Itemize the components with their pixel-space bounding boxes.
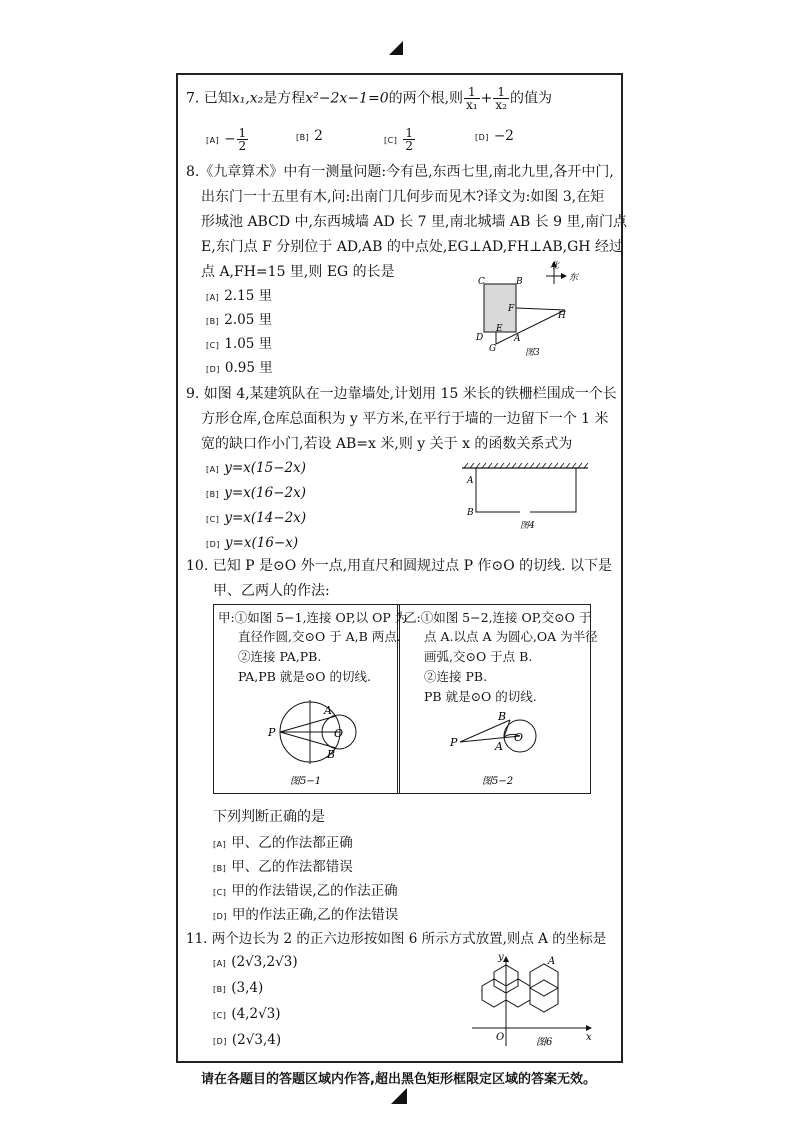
label-o: O bbox=[496, 1032, 505, 1043]
method-jia-line-2: 直径作圆,交⊙O 于 A,B 两点. bbox=[238, 629, 401, 644]
q7-option-c[interactable]: [C] $\frac{1}{2}$ bbox=[384, 126, 413, 153]
figure-3 bbox=[470, 258, 590, 360]
label-north: 北 bbox=[550, 261, 560, 271]
label-a: A bbox=[324, 704, 332, 717]
figure-5-1-caption: 图5−1 bbox=[290, 776, 322, 787]
q11-option-d[interactable]: [D] (2√3,4) bbox=[213, 1032, 282, 1048]
q7-option-a[interactable]: [A] − $\frac{1}{2}$ bbox=[206, 126, 247, 153]
label-f: F bbox=[508, 304, 515, 314]
q7-fraction-1: $\frac{1}{\text{x₁}}$ bbox=[466, 85, 478, 112]
label-a: A bbox=[467, 476, 474, 486]
label-a: A bbox=[514, 334, 521, 344]
x-axis-arrow bbox=[586, 1025, 592, 1031]
label-o: O bbox=[514, 731, 524, 744]
label-c: C bbox=[478, 277, 485, 287]
label-o: O bbox=[334, 727, 344, 740]
label-p: P bbox=[268, 726, 276, 739]
q8-line-1: 8.《九章算术》中有一测量问题:今有邑,东西七里,南北九里,各开中门, bbox=[186, 164, 614, 180]
y-axis-arrow bbox=[503, 956, 509, 962]
method-yi-line-4: ②连接 PB. bbox=[424, 669, 488, 684]
fence-right bbox=[530, 468, 576, 512]
wall-hatching bbox=[464, 463, 588, 468]
q7-option-b[interactable]: [B] 2 bbox=[296, 128, 323, 144]
q7-text-end: 的值为 bbox=[509, 90, 552, 107]
tangent-pa bbox=[280, 716, 336, 732]
figure-4 bbox=[456, 460, 594, 532]
q7-plus: + bbox=[480, 90, 493, 107]
q8-option-b[interactable]: [B] 2.05 里 bbox=[206, 312, 273, 328]
label-a: A bbox=[548, 956, 556, 967]
method-jia-line-1: 甲:①如图 5−1,连接 OP,以 OP 为 bbox=[218, 610, 408, 625]
q7-text-post: 的两个根,则 bbox=[388, 90, 464, 107]
label-x: x bbox=[586, 1032, 592, 1043]
q9-option-c[interactable]: [C] y=x(14−2x) bbox=[206, 510, 307, 526]
figure-3-caption: 图3 bbox=[525, 348, 540, 358]
q10-option-a[interactable]: [A] 甲、乙的作法都正确 bbox=[213, 835, 353, 851]
line-pb bbox=[460, 720, 510, 742]
q7-stem bbox=[186, 86, 552, 111]
q10-question: 下列判断正确的是 bbox=[213, 809, 325, 825]
east-arrow-head bbox=[561, 273, 567, 279]
q11-option-b[interactable]: [B] (3,4) bbox=[213, 980, 264, 996]
q7-option-d[interactable]: [D] −2 bbox=[475, 128, 514, 144]
label-a: A bbox=[495, 740, 503, 753]
q11-option-c[interactable]: [C] (4,2√3) bbox=[213, 1006, 281, 1022]
method-jia-line-3: ②连接 PA,PB. bbox=[238, 649, 322, 664]
q10-line-2: 甲、乙两人的作法: bbox=[213, 583, 330, 599]
q7-text-pre: 7. 已知 bbox=[186, 90, 232, 107]
q11-option-a[interactable]: [A] (2√3,2√3) bbox=[213, 954, 298, 970]
figure-6 bbox=[468, 950, 598, 1050]
q7-vars: x₁,x₂ bbox=[231, 90, 264, 107]
method-yi-line-2: 点 A.以点 A 为圆心,OA 为半径 bbox=[424, 629, 598, 644]
label-h: H bbox=[558, 311, 566, 321]
line-fh bbox=[516, 308, 565, 310]
label-b: B bbox=[498, 710, 507, 723]
fence-left bbox=[476, 468, 520, 512]
q8-option-c[interactable]: [C] 1.05 里 bbox=[206, 336, 273, 352]
figure-6-caption: 图6 bbox=[536, 1037, 553, 1048]
footer-notice: 请在各题目的答题区域内作答,超出黑色矩形框限定区域的答案无效。 bbox=[201, 1072, 596, 1087]
method-yi-line-5: PB 就是⊙O 的切线. bbox=[424, 689, 537, 704]
label-d: D bbox=[476, 333, 484, 343]
q9-line-2: 方形仓库,仓库总面积为 y 平方米,在平行于墙的一边留下一个 1 米 bbox=[201, 411, 609, 427]
q8-line-2: 出东门一十五里有木,问:出南门几何步而见木?译文为:如图 3,在矩 bbox=[201, 189, 605, 205]
q7-fraction-2: $\frac{1}{\text{x₂}}$ bbox=[495, 85, 507, 112]
figure-5-1 bbox=[262, 690, 370, 790]
q11-stem: 11. 两个边长为 2 的正六边形按如图 6 所示方式放置,则点 A 的坐标是 bbox=[186, 931, 607, 947]
corner-marker-bottom bbox=[391, 1088, 407, 1104]
q10-line-1: 10. 已知 P 是⊙O 外一点,用直尺和圆规过点 P 作⊙O 的切线. 以下是 bbox=[186, 558, 613, 574]
q8-line-4: E,东门点 F 分别位于 AD,AB 的中点处,EG⊥AD,FH⊥AB,GH 经过 bbox=[201, 239, 623, 255]
q9-option-a[interactable]: [A] y=x(15−2x) bbox=[206, 460, 306, 476]
q10-option-d[interactable]: [D] 甲的作法正确,乙的作法错误 bbox=[213, 907, 399, 923]
figure-4-caption: 图4 bbox=[520, 521, 535, 531]
q9-option-b[interactable]: [B] y=x(16−2x) bbox=[206, 485, 307, 501]
q10-option-c[interactable]: [C] 甲的作法错误,乙的作法正确 bbox=[213, 883, 398, 899]
label-b: B bbox=[327, 748, 336, 761]
figure-5-2-caption: 图5−2 bbox=[482, 776, 514, 787]
q9-line-1: 9. 如图 4,某建筑队在一边靠墙处,计划用 15 米长的铁栅栏围成一个长 bbox=[186, 386, 617, 402]
q7-text-mid: 是方程 bbox=[263, 90, 306, 107]
method-yi-line-3: 画弧,交⊙O 于点 B. bbox=[424, 649, 533, 664]
label-b: B bbox=[467, 508, 474, 518]
q9-line-3: 宽的缺口作小门,若设 AB=x 米,则 y 关于 x 的函数关系式为 bbox=[201, 436, 573, 452]
q8-option-d[interactable]: [D] 0.95 里 bbox=[206, 360, 273, 376]
q8-line-3: 形城池 ABCD 中,东西城墙 AD 长 7 里,南北城墙 AB 长 9 里,南门点 bbox=[201, 214, 627, 230]
corner-marker-top bbox=[389, 41, 403, 55]
q9-option-d[interactable]: [D] y=x(16−x) bbox=[206, 535, 299, 551]
q8-line-5: 点 A,FH=15 里,则 EG 的长是 bbox=[201, 264, 395, 280]
method-jia-line-4: PA,PB 就是⊙O 的切线. bbox=[238, 669, 372, 684]
method-yi-line-1: 乙:①如图 5−2,连接 OP,交⊙O 于 bbox=[404, 610, 592, 625]
segment-op bbox=[460, 736, 520, 742]
label-east: 东 bbox=[569, 273, 579, 283]
label-g: G bbox=[489, 344, 497, 354]
q7-equation: x²−2x−1=0 bbox=[305, 90, 389, 107]
label-p: P bbox=[450, 736, 458, 749]
tangent-pb bbox=[280, 732, 336, 748]
q10-option-b[interactable]: [B] 甲、乙的作法都错误 bbox=[213, 859, 353, 875]
q8-option-a[interactable]: [A] 2.15 里 bbox=[206, 288, 273, 304]
figure-5-2 bbox=[446, 706, 546, 790]
label-e: E bbox=[496, 324, 503, 334]
label-y: y bbox=[498, 952, 504, 963]
label-b: B bbox=[516, 277, 523, 287]
